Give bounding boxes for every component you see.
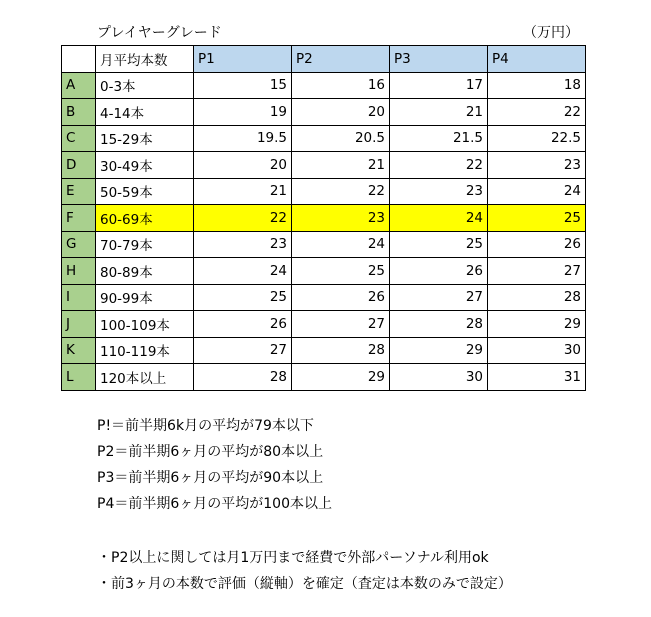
table-row — [62, 258, 586, 285]
pay-value-cell-p4: 29 — [488, 311, 586, 338]
pay-value-cell-p4: 22 — [488, 99, 586, 126]
base-count-cell: 30-49本 — [96, 152, 194, 179]
table-row — [62, 231, 586, 258]
header-corner-cell — [62, 46, 96, 73]
pay-value-cell-p4: 28 — [488, 284, 586, 311]
table-row — [62, 284, 586, 311]
base-count-cell: 100-109本 — [96, 311, 194, 338]
pay-value-cell-p3: 21.5 — [390, 125, 488, 152]
pay-value-cell-p4: 25 — [488, 205, 586, 232]
grade-letter-cell: E — [62, 178, 96, 205]
pay-value-cell-p2: 27 — [292, 311, 390, 338]
note-line: P3＝前半期6ヶ月の平均が90本以上 — [97, 470, 324, 486]
pay-value-cell-p3: 26 — [390, 258, 488, 285]
grade-letter-cell: H — [62, 258, 96, 285]
table-row — [62, 205, 586, 232]
pay-value-cell-p1: 19.5 — [194, 125, 292, 152]
grade-letter-cell: L — [62, 364, 96, 391]
pay-value-cell-p3: 23 — [390, 178, 488, 205]
pay-value-cell-p4: 22.5 — [488, 125, 586, 152]
pay-value-cell-p1: 28 — [194, 364, 292, 391]
note-line: P!＝前半期6k月の平均が79本以下 — [97, 418, 314, 434]
pay-value-cell-p3: 17 — [390, 72, 488, 99]
column-header-p3: P3 — [390, 46, 488, 73]
table-row — [62, 337, 586, 364]
note-line: P2＝前半期6ヶ月の平均が80本以上 — [97, 444, 324, 460]
pay-value-cell-p1: 22 — [194, 205, 292, 232]
pay-value-cell-p3: 27 — [390, 284, 488, 311]
pay-value-cell-p3: 29 — [390, 337, 488, 364]
table-header-row — [62, 46, 586, 73]
pay-value-cell-p2: 24 — [292, 231, 390, 258]
base-count-cell: 15-29本 — [96, 125, 194, 152]
table-row — [62, 152, 586, 179]
grade-letter-cell: I — [62, 284, 96, 311]
bullet-line: ・P2以上に関しては月1万円まで経費で外部パーソナル利用ok — [97, 550, 489, 566]
base-count-header: 月平均本数 — [96, 46, 194, 73]
table-row — [62, 364, 586, 391]
grade-letter-cell: G — [62, 231, 96, 258]
column-header-p1: P1 — [194, 46, 292, 73]
note-line: P4＝前半期6ヶ月の平均が100本以上 — [97, 496, 332, 512]
pay-value-cell-p1: 27 — [194, 337, 292, 364]
grade-letter-cell: F — [62, 205, 96, 232]
player-grade-table — [61, 45, 586, 391]
grade-letter-cell: K — [62, 337, 96, 364]
base-count-cell: 50-59本 — [96, 178, 194, 205]
pay-value-cell-p4: 27 — [488, 258, 586, 285]
pay-value-cell-p1: 20 — [194, 152, 292, 179]
grade-letter-cell: A — [62, 72, 96, 99]
pay-value-cell-p2: 26 — [292, 284, 390, 311]
pay-value-cell-p4: 26 — [488, 231, 586, 258]
base-count-cell: 120本以上 — [96, 364, 194, 391]
grade-letter-cell: D — [62, 152, 96, 179]
bullet-line: ・前3ヶ月の本数で評価（縦軸）を確定（査定は本数のみで設定） — [97, 576, 512, 592]
pay-value-cell-p2: 22 — [292, 178, 390, 205]
base-count-cell: 0-3本 — [96, 72, 194, 99]
base-count-cell: 110-119本 — [96, 337, 194, 364]
pay-value-cell-p2: 21 — [292, 152, 390, 179]
table-body — [62, 72, 586, 390]
grade-letter-cell: J — [62, 311, 96, 338]
pay-value-cell-p3: 22 — [390, 152, 488, 179]
pay-value-cell-p2: 28 — [292, 337, 390, 364]
column-header-p2: P2 — [292, 46, 390, 73]
pay-value-cell-p2: 16 — [292, 72, 390, 99]
table-row — [62, 178, 586, 205]
base-count-cell: 4-14本 — [96, 99, 194, 126]
pay-value-cell-p1: 19 — [194, 99, 292, 126]
pay-value-cell-p1: 25 — [194, 284, 292, 311]
pay-value-cell-p3: 25 — [390, 231, 488, 258]
pay-value-cell-p1: 24 — [194, 258, 292, 285]
pay-value-cell-p3: 24 — [390, 205, 488, 232]
pay-value-cell-p4: 23 — [488, 152, 586, 179]
pay-value-cell-p4: 18 — [488, 72, 586, 99]
pay-value-cell-p2: 20.5 — [292, 125, 390, 152]
pay-value-cell-p2: 25 — [292, 258, 390, 285]
base-count-cell: 90-99本 — [96, 284, 194, 311]
pay-value-cell-p4: 31 — [488, 364, 586, 391]
pay-value-cell-p1: 15 — [194, 72, 292, 99]
column-header-p4: P4 — [488, 46, 586, 73]
grade-letter-cell: C — [62, 125, 96, 152]
table-row — [62, 311, 586, 338]
grade-letter-cell: B — [62, 99, 96, 126]
base-count-cell: 60-69本 — [96, 205, 194, 232]
pay-value-cell-p2: 20 — [292, 99, 390, 126]
base-count-cell: 80-89本 — [96, 258, 194, 285]
pay-value-cell-p2: 23 — [292, 205, 390, 232]
table-row — [62, 99, 586, 126]
notes-block — [97, 413, 332, 517]
pay-value-cell-p1: 26 — [194, 311, 292, 338]
pay-value-cell-p4: 24 — [488, 178, 586, 205]
table-row — [62, 125, 586, 152]
pay-value-cell-p1: 21 — [194, 178, 292, 205]
table-row — [62, 72, 586, 99]
pay-value-cell-p3: 21 — [390, 99, 488, 126]
sheet-title: プレイヤーグレード — [97, 25, 222, 41]
pay-value-cell-p4: 30 — [488, 337, 586, 364]
base-count-cell: 70-79本 — [96, 231, 194, 258]
pay-value-cell-p2: 29 — [292, 364, 390, 391]
pay-value-cell-p3: 28 — [390, 311, 488, 338]
pay-value-cell-p1: 23 — [194, 231, 292, 258]
unit-label: （万円） — [523, 25, 579, 41]
bullet-notes-block — [97, 545, 512, 597]
pay-value-cell-p3: 30 — [390, 364, 488, 391]
